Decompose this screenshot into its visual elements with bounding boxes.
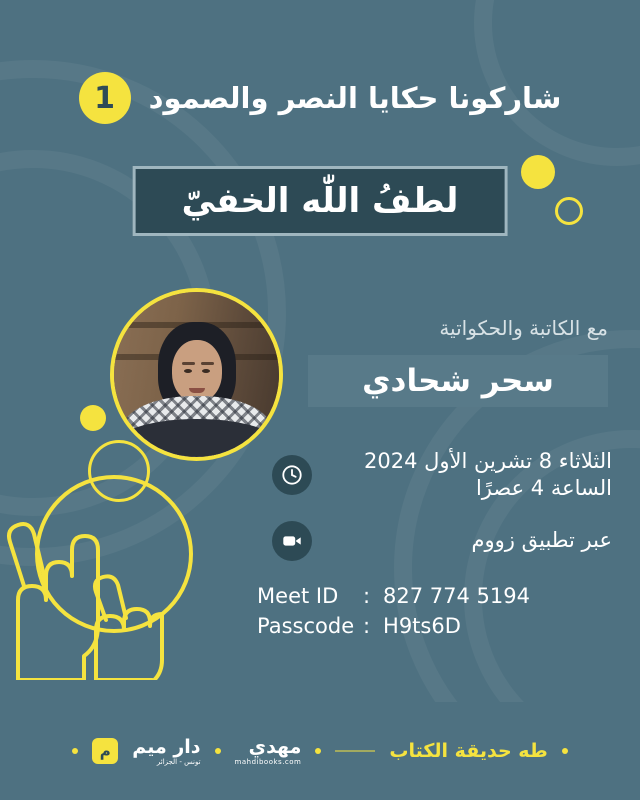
footer-dot: [562, 748, 568, 754]
meet-id-separator: :: [363, 584, 371, 608]
speaker-name: سحر شحادي: [362, 363, 554, 399]
session-title-plate: [133, 166, 508, 236]
clock-icon: [272, 455, 312, 495]
meet-id-label: Meet ID: [257, 584, 339, 608]
info-row-platform: [272, 521, 612, 561]
date-line: الثلاثاء 8 تشرين الأول 2024: [364, 449, 612, 473]
footer-dot: [215, 748, 221, 754]
photo-eye: [202, 369, 210, 373]
meeting-credentials: [257, 584, 530, 644]
photo-mouth: [189, 388, 205, 393]
speaker-photo: [110, 288, 283, 461]
raised-hands-illustration: [0, 480, 165, 680]
footer-dot: [72, 748, 78, 754]
photo-eyebrow: [201, 362, 214, 365]
passcode-label: Passcode: [257, 614, 355, 638]
brand-dar-meem: دار ميم تونس - الجزائر: [132, 736, 201, 766]
decor-dot: [521, 155, 555, 189]
brand-mahdi: مهدي mahdibooks.com: [234, 736, 302, 766]
platform-text: عبر تطبيق زووم: [471, 527, 612, 552]
decor-dot: [80, 405, 106, 431]
poster-header: [0, 72, 640, 124]
passcode-row: [257, 614, 530, 638]
event-info-list: [272, 448, 612, 579]
photo-eye: [184, 369, 192, 373]
info-row-datetime: [272, 448, 612, 503]
passcode-value: H9ts6D: [383, 614, 461, 638]
video-camera-icon: [272, 521, 312, 561]
datetime-text: [328, 448, 612, 503]
photo-eyebrow: [182, 362, 195, 365]
time-line: الساعة 4 عصرًا: [475, 476, 612, 501]
brand-taha-book-garden: طه حديقة الكتاب: [389, 740, 548, 762]
decor-ring: [555, 197, 583, 225]
meet-id-value: 827 774 5194: [383, 584, 530, 608]
session-title: لطفُ اللّٰه الخفيّ: [181, 181, 459, 221]
footer-dot: [315, 748, 321, 754]
meet-id-row: [257, 584, 530, 608]
footer-divider: [335, 750, 375, 752]
publisher-logo-icon: م: [92, 738, 118, 764]
footer-brands: [0, 702, 640, 800]
speaker-role-label: مع الكاتبة والحكواتية: [439, 316, 608, 340]
header-title: شاركونا حكايا النصر والصمود: [148, 81, 562, 115]
episode-number-badge: 1: [79, 72, 131, 124]
speaker-name-plate: [308, 355, 608, 407]
passcode-separator: :: [363, 614, 371, 638]
